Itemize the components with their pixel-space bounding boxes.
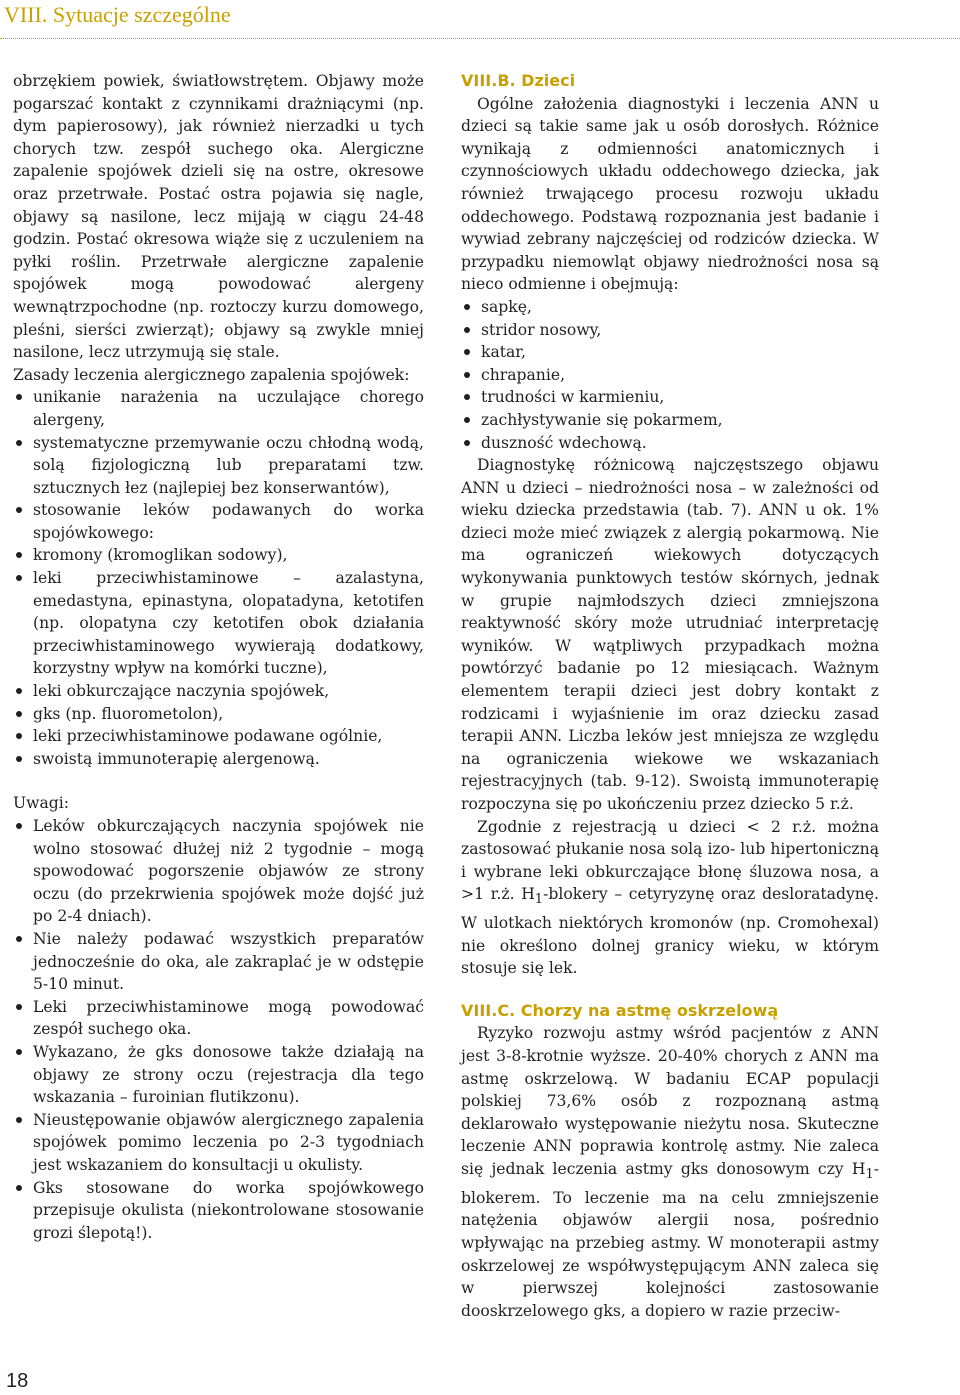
list-item: Gks stosowane do worka spojówkowego przepisuje okulista (niekontrolowane stosowanie grozi ślepotą!). <box>13 1177 424 1245</box>
list-item: chrapanie, <box>461 364 879 387</box>
list-item: leki przeciwhistaminowe – azalastyna, emedastyna, epinastyna, olopatadyna, ketotifen (np. olopatyna czy ketotifen obok działania przeciwhistaminowego wywierają dodatkowy, korzystny wpływ na komórki tuczne), <box>13 567 424 680</box>
children-registration-paragraph <box>461 816 879 980</box>
list-item: Nie należy podawać wszystkich preparatów jednocześnie do oka, ale zakraplać je w odstępie 5-10 minut. <box>13 928 424 996</box>
treatment-rules-list <box>13 386 424 770</box>
list-item: katar, <box>461 341 879 364</box>
treatment-rules-intro: Zasady leczenia alergicznego zapalenia spojówek: <box>13 365 410 384</box>
notes-title: Uwagi: <box>13 794 70 813</box>
chapter-header: VIII. Sytuacje szczególne <box>4 2 231 27</box>
children-paragraph: Ogólne założenia diagnostyki i leczenia ANN u dzieci są takie same jak u osób dorosłych. Różnice wynikają z odmienności anatomicznych i czynnościowych układu oddechowego dziecka, jak również trwającego procesu rozwoju układu oddechowego. Podstawą rozpoznania jest badanie i wywiad zebrany najczęściej od rodziców dziecka. W przypadku niemowląt objawy niedrożności nosa są nieco odmienne i obejmują: <box>461 94 879 294</box>
subscript: 1 <box>865 1167 874 1183</box>
list-item: unikanie narażenia na uczulające chorego alergeny, <box>13 386 424 431</box>
list-item: trudności w karmieniu, <box>461 386 879 409</box>
list-item: leki obkurczające naczynia spojówek, <box>13 680 424 703</box>
list-item: stosowanie leków podawanych do worka spojówkowego: <box>13 499 424 544</box>
page-number: 18 <box>6 1370 29 1392</box>
list-item: Wykazano, że gks donosowe także działają na objawy ze strony oczu (rejestracja dla tego wskazania – furoinian flutikzonu). <box>13 1041 424 1109</box>
intro-paragraph: obrzękiem powiek, światłowstrętem. Objawy może pogarszać kontakt z czynnikami drażniącymi (np. dym papierosowy), jak również nierzadki u tych chorych tzw. zespół suchego oka. Alergiczne zapalenie spojówek dzieli się na ostre, okresowe oraz przetrwałe. Postać ostra pojawia się nagle, objawy są nasilone, lecz mijają w ciągu 24-48 godzin. Postać okresowa wiąże się z uczuleniem na pyłki roślin. Przetrwałe alergiczne zapalenie spojówek mogą powodować alergeny wewnątrzpochodne (np. roztoczy kurzu domowego, pleśni, sierści zwierząt); objawy są zwykle mniej nasilone, lecz utrzymują się stale. <box>13 72 424 362</box>
list-item: kromony (kromoglikan sodowy), <box>13 544 424 567</box>
list-item: gks (np. fluorometolon), <box>13 703 424 726</box>
list-item: sapkę, <box>461 296 879 319</box>
section-heading-asthma: VIII.C. Chorzy na astmę oskrzelową <box>461 1000 779 1020</box>
list-item: systematyczne przemywanie oczu chłodną wodą, solą fizjologiczną lub preparatami tzw. sztucznych łez (najlepiej bez konserwantów), <box>13 432 424 500</box>
notes-list <box>13 815 424 1244</box>
spacer <box>13 770 424 792</box>
list-item: Leki przeciwhistaminowe mogą powodować zespół suchego oka. <box>13 996 424 1041</box>
text-span: Ryzyko rozwoju astmy wśród pacjentów z ANN jest 3-8-krotnie wyższe. 20-40% chorych z ANN ma astmę oskrzelową. W badaniu ECAP populacji polskiej 73,6% osób z rozpoznaną astmą deklarowało występowanie nieżytu nosa. Skuteczne leczenie ANN poprawia kontrolę astmy. Nie zaleca się jednak leczenia astmy gks donosowym czy H <box>461 1024 879 1179</box>
section-heading-children: VIII.B. Dzieci <box>461 71 576 90</box>
text-span: Zgodnie z rejestracją u dzieci < 2 r.ż. można zastosować płukanie nosa solą izo- lub hipertoniczną i wybrane leki obkurczające błonę śluzowa nosa, a >1 r.ż. H <box>461 817 879 904</box>
text-span: -blokery – cetyryzynę oraz desloratadynę. W ulotkach niektórych kromonów (np. Cromohexal) nie określono dolnej granicy wieku, w którym stosuje się lek. <box>461 885 879 978</box>
list-item: swoistą immunoterapię alergenową. <box>13 748 424 771</box>
list-item: Nieustępowanie objawów alergicznego zapalenia spojówek pomimo leczenia po 2-3 tygodniach jest wskazaniem do konsultacji u okulisty. <box>13 1109 424 1177</box>
list-item: leki przeciwhistaminowe podawane ogólnie, <box>13 725 424 748</box>
right-column <box>461 70 879 1322</box>
left-column <box>13 70 424 1244</box>
infant-symptoms-list <box>461 296 879 454</box>
text-span: -blokerem. To leczenie ma na celu zmniejszenie natężenia objawów alergii nosa, pośrednio wpływając na przebieg astmy. W monoterapii astmy oskrzelowej ze współwystępującym ANN zaleca się w pierwszej kolejności zastosowanie dooskrzelowego gks, a dopiero w razie przeciw- <box>461 1160 879 1320</box>
subscript: 1 <box>534 892 544 908</box>
children-diagnostics-paragraph: Diagnostykę różnicową najczęstszego objawu ANN u dzieci – niedrożności nosa – w zależności od wieku dziecka przedstawia (tab. 7). ANN u ok. 1% dzieci może mieć związek z alergią pokarmową. Nie ma ograniczeń wiekowych dotyczących wykonywania punktowych testów skórnych, jednak w grupie najmłodszych dzieci zmniejszona reaktywność skóry może utrudniać interpretację wyników. W wątpliwych przypadkach można powtórzyć badanie po 12 miesiącach. Ważnym elementem terapii dzieci jest dobry kontakt z rodzicami i wyjaśnienie im oraz dziecku zasad terapii ANN. Liczba leków jest mniejsza ze względu na ograniczenia wiekowe we wskazaniach rejestracyjnych (tab. 9-12). Swoistą immunoterapię rozpoczyna się po ukończeniu przez dziecko 5 r.ż. <box>461 456 879 813</box>
list-item: duszność wdechową. <box>461 432 879 455</box>
asthma-paragraph <box>461 1022 879 1322</box>
list-item: Leków obkurczających naczynia spojówek nie wolno stosować dłużej niż 2 tygodnie – mogą spowodować pogorszenie objawów ze strony oczu (do przekrwienia spojówek może dojść już po 2-4 dniach). <box>13 815 424 928</box>
list-item: stridor nosowy, <box>461 319 879 342</box>
header-divider <box>0 38 960 39</box>
list-item: zachłystywanie się pokarmem, <box>461 409 879 432</box>
